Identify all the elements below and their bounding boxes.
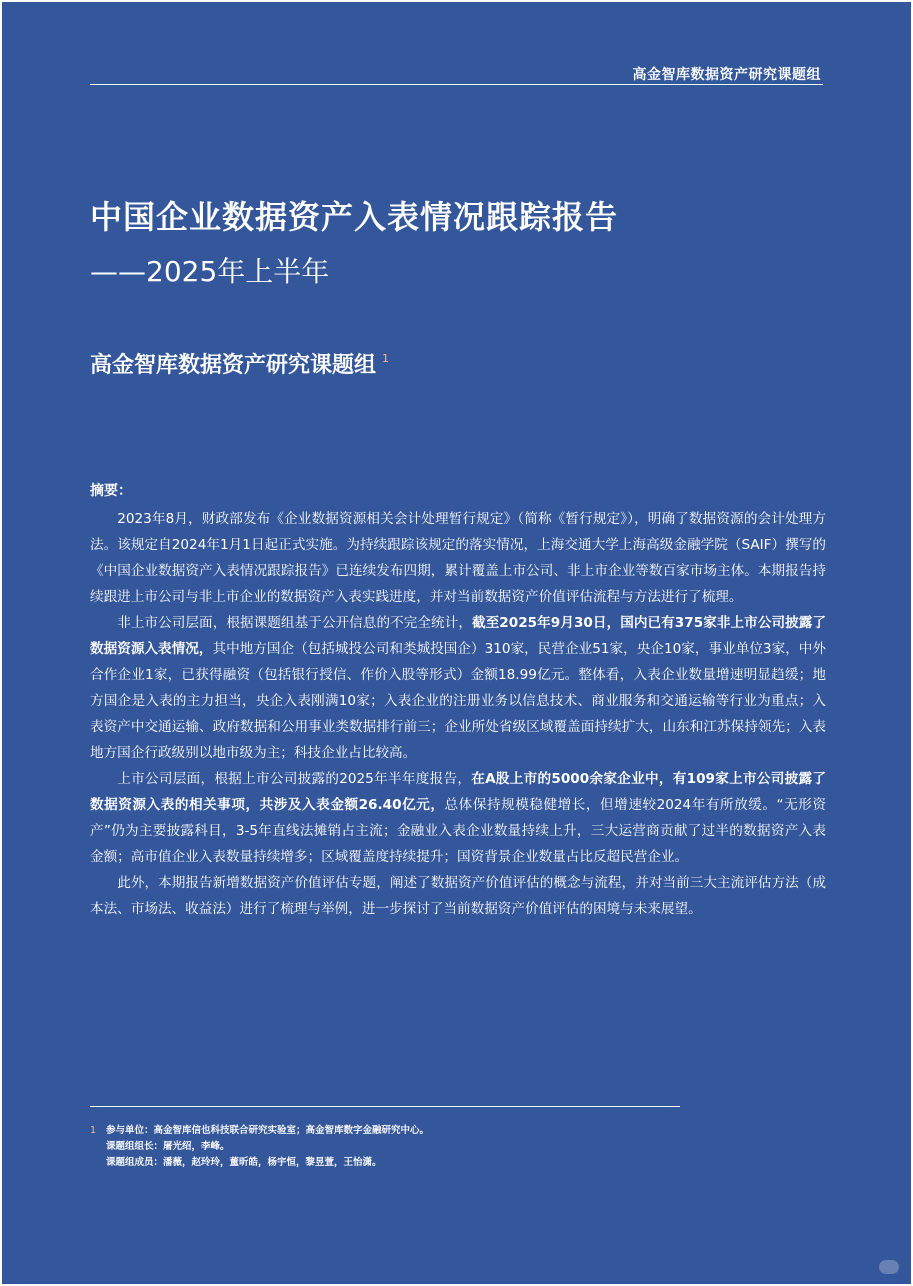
footnote-number: 1 — [90, 1125, 97, 1136]
header-divider — [90, 84, 823, 85]
footnote-participants — [90, 1123, 826, 1139]
footnote-participants-text: 参与单位：高金智库信也科技联合研究实验室；高金智库数字金融研究中心。 — [106, 1125, 430, 1136]
author-line — [90, 348, 389, 379]
abstract-paragraph-2 — [90, 610, 826, 766]
report-title: 中国企业数据资产入表情况跟踪报告 — [90, 198, 619, 236]
report-cover-page — [2, 2, 911, 1284]
abstract-paragraph-4: 此外，本期报告新增数据资产价值评估专题，阐述了数据资产价值评估的概念与流程，并对当前三大主流评估方法（成本法、市场法、收益法）进行了梳理与举例，进一步探讨了当前数据资产价值评估的困境与未来展望。 — [90, 875, 826, 917]
abstract-p3-highlight: 在A股上市的5000余家企业中，有109家上市公司披露了数据资源入表的相关事项，共涉及入表金额26.40亿元， — [90, 771, 827, 813]
header-org-name: 高金智库数据资产研究课题组 — [632, 67, 821, 83]
report-subtitle: ——2025年上半年 — [90, 255, 330, 288]
footnote-leaders: 课题组组长：屠光绍，李峰。 — [106, 1141, 230, 1152]
abstract-label: 摘要： — [90, 483, 132, 499]
abstract-p3-body: 总体保持规模稳健增长，但增速较2024年有所放缓。“无形资产”仍为主要披露科目，3-5年直线法摊销占主流；金融业入表企业数量持续上升，三大运营商贡献了过半的数据资产入表金额；高市值企业入表数量持续增多；区域覆盖度持续提升；国资背景企业数量占比反超民营企业。 — [90, 797, 826, 865]
abstract-section — [90, 480, 826, 922]
abstract-p2-highlight: 截至2025年9月30日，国内已有375家非上市公司披露了数据资源入表情况， — [90, 615, 826, 657]
footnote-divider — [90, 1106, 680, 1107]
abstract-p3-lead: 上市公司层面，根据上市公司披露的2025年半年度报告， — [117, 771, 472, 787]
abstract-paragraph-1: 2023年8月，财政部发布《企业数据资源相关会计处理暂行规定》（简称《暂行规定》），明确了数据资源的会计处理方法。该规定自2024年1月1日起正式实施。为持续跟踪该规定的落实情况，上海交通大学上海高级金融学院（SAIF）撰写的《中国企业数据资产入表情况跟踪报告》已连续发布四期，累计覆盖上市公司、非上市企业等数百家市场主体。本期报告持续跟进上市公司与非上市企业的数据资产入表实践进度，并对当前数据资产价值评估流程与方法进行了梳理。 — [90, 511, 826, 605]
abstract-p2-body: 其中地方国企（包括城投公司和类城投国企）310家，民营企业51家，央企10家，事业单位3家，中外合作企业1家，已获得融资（包括银行授信、作价入股等形式）金额18.99亿元。整体看，入表企业数量增速明显趋缓；地方国企是入表的主力担当，央企入表刚满10家；入表企业的注册业务以信息技术、商业服务和交通运输等行业为重点；入表资产中交通运输、政府数据和公用事业类数据排行前三；企业所处省级区域覆盖面持续扩大，山东和江苏保持领先；入表地方国企行政级别以地市级为主；科技企业占比较高。 — [90, 641, 827, 761]
author-name: 高金智库数据资产研究课题组 — [90, 352, 377, 378]
abstract-paragraph-3 — [90, 766, 826, 870]
footnotes — [90, 1123, 826, 1171]
watermark-badge — [879, 1260, 899, 1274]
footnote-members: 课题组成员：潘薇，赵玲玲，董昕皓，杨宇恒，黎昱萱，王怡潇。 — [106, 1157, 382, 1168]
author-footnote-marker: 1 — [382, 352, 390, 365]
abstract-p2-lead: 非上市公司层面，根据课题组基于公开信息的不完全统计， — [117, 615, 472, 631]
